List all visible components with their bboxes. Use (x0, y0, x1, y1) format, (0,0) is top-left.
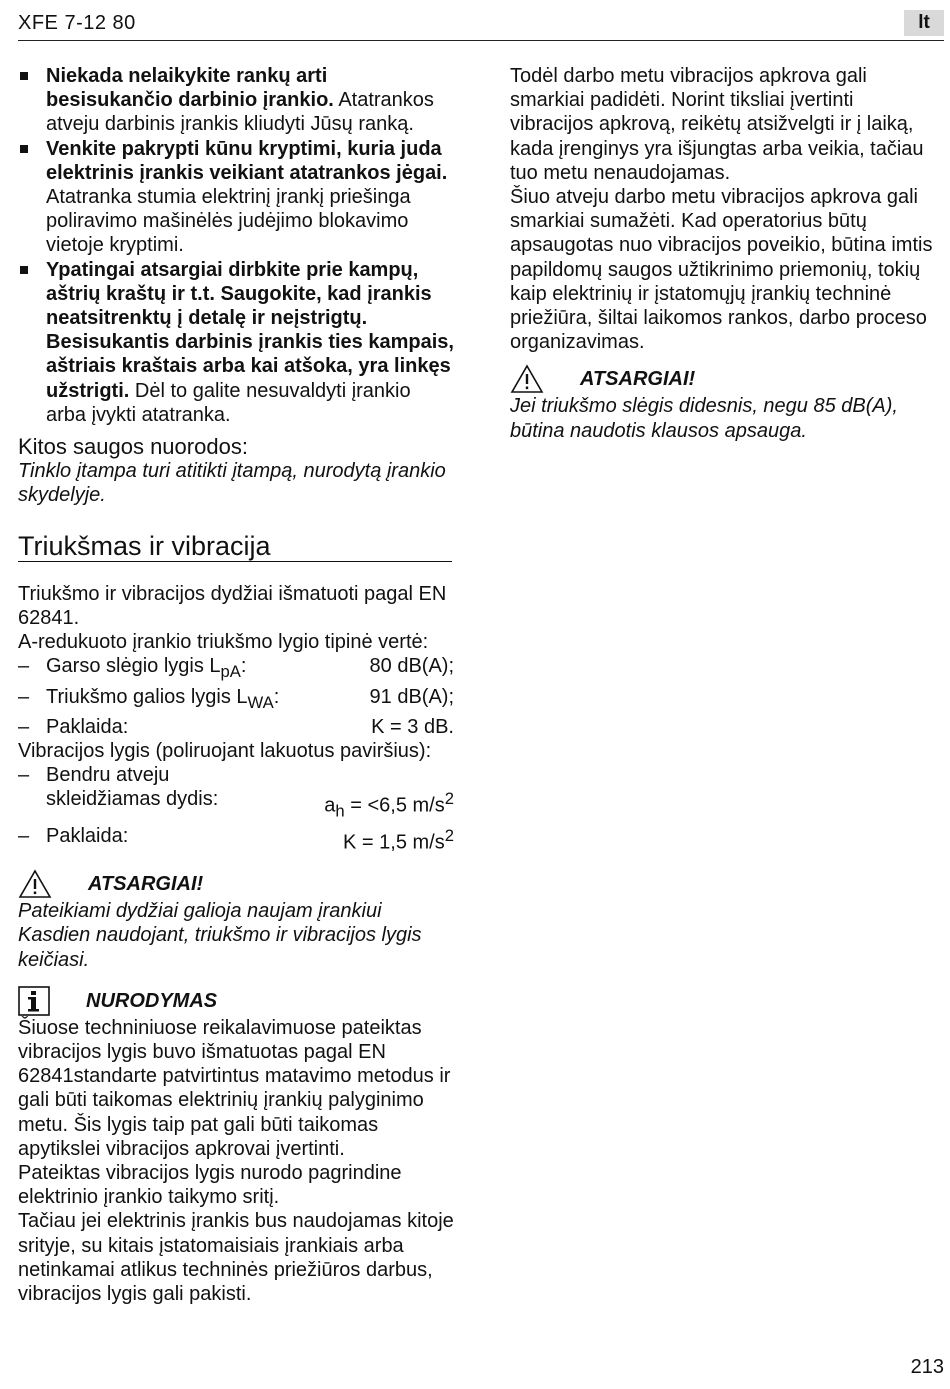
note-text: Šiuose techniniuose reikalavimuose pateiktas vibracijos lygis buvo išmatuotas pagal EN 62841standarte patvirtintus matavimo metodus ir gali būti taikomas elektrinių įrankių palyginimo metu. Šis lygis taip pat gali būti taikomas apytikslei vibracijos apkrovai įvertinti. (18, 1016, 451, 1160)
page-header (18, 10, 944, 41)
vibration-heading: Vibracijos lygis (poliruojant lakuotus paviršius): (18, 740, 432, 763)
uncertainty-row: – Paklaida: K = 3 dB. (18, 715, 454, 739)
caution-block (18, 869, 454, 899)
bullet-item: Ypatingai atsargiai dirbkite prie kampų, aštrių kraštų ir t.t. Saugokite, kad įrankis neatsitrenktų į detalę ir neįstrigtų. Besisukantis darbinis įrankis ties kampais, aštriais kraštais arba kai atšoka, yra linkęs užstrigti. Dėl to galite nesuvaldyti įrankio arba įvykti atatranka. (18, 258, 454, 427)
section-title: Triukšmas ir vibracija (18, 534, 452, 562)
vibration-uncertainty-row: – Paklaida: K = 1,5 $m/s^2$ (18, 824, 454, 855)
note-text-2: Pateiktas vibracijos lygis nurodo pagrindine elektrinio įrankio taikymo sritį. (18, 1162, 402, 1209)
warning-triangle-icon (510, 364, 544, 394)
note-block (18, 986, 454, 1016)
measured-text: Triukšmo ir vibracijos dydžiai išmatuoti pagal EN 62841. (18, 582, 447, 630)
page-number: 213 (910, 1356, 944, 1378)
language-badge: lt (904, 10, 944, 36)
caution-label: ATSARGIAI! (580, 368, 696, 391)
caution-text: Jei triukšmo slėgis didesnis, negu 85 dB(A), būtina naudotis klausos apsauga. (510, 395, 898, 442)
vibration-paragraph-2: Šiuo atveju darbo metu vibracijos apkrova gali smarkiai sumažėti. Kad operatorius būtų apsaugotas nuo vibracijos poveikio, būtina imtis papildomų saugos užtikrinimo priemonių, tokių kaip elektrinių ir įstatomųjų įrankių techninė priežiūra, šiltai laikomos rankos, darbo proceso organizavimas. (510, 186, 933, 354)
bullet-item: Niekada nelaikykite rankų arti besisukančio darbinio įrankio. Atatrankos atveju darbinis įrankis kliudyti Jūsų ranką. (18, 64, 454, 137)
caution-label: ATSARGIAI! (88, 873, 204, 896)
note-label: NURODYMAS (86, 989, 218, 1012)
caution-block (510, 364, 940, 394)
bullet-item: Venkite pakrypti kūnu kryptimi, kuria juda elektrinis įrankis veikiant atatrankos jėgai. Atatranka stumia elektrinį įrankį priešinga poliravimo mašinėlės judėjimo blokavimo vietoje kryptimi. (18, 137, 454, 258)
other-safety-heading: Kitos saugos nuorodos: (18, 434, 248, 460)
vibration-emission-row: – Bendru atveju skleidžiamas dydis: $a_h = <6,5$ $m/s^2$ (18, 763, 454, 824)
sound-pressure-row: – Garso slėgio lygis $L_{pA}$: 80 dB(A); (18, 654, 454, 684)
other-safety-text: Tinklo įtampa turi atitikti įtampą, nurodytą įrankio skydelyje. (18, 460, 446, 507)
caution-text: Pateikiami dydžiai galioja naujam įrankiui Kasdien naudojant, triukšmo ir vibracijos lygis keičiasi. (18, 900, 422, 971)
a-weighted-text: A-redukuoto įrankio triukšmo lygio tipinė vertė: (18, 631, 429, 654)
vibration-paragraph-1: Todėl darbo metu vibracijos apkrova gali smarkiai padidėti. Norint tiksliai įvertinti vibracijos apkrovą, reikėtų atsižvelgti ir į laiką, kada įrenginys yra išjungtas arba veikia, tačiau tuo metu nenaudojamas. (510, 65, 924, 184)
warning-triangle-icon (18, 869, 52, 899)
info-icon (18, 986, 50, 1016)
note-text-3: Tačiau jei elektrinis įrankis bus naudojamas kitoje srityje, su kitais įstatomaisiais įrankiais arba netinkamai atlikus techninės priežiūros darbus, vibracijos lygis gali pakisti. (18, 1210, 454, 1306)
sound-power-row: – Triukšmo galios lygis $L_{WA}$: 91 dB(A); (18, 685, 454, 715)
right-column (510, 64, 940, 443)
model-name: XFE 7-12 80 (18, 12, 136, 34)
left-column (18, 64, 454, 1306)
